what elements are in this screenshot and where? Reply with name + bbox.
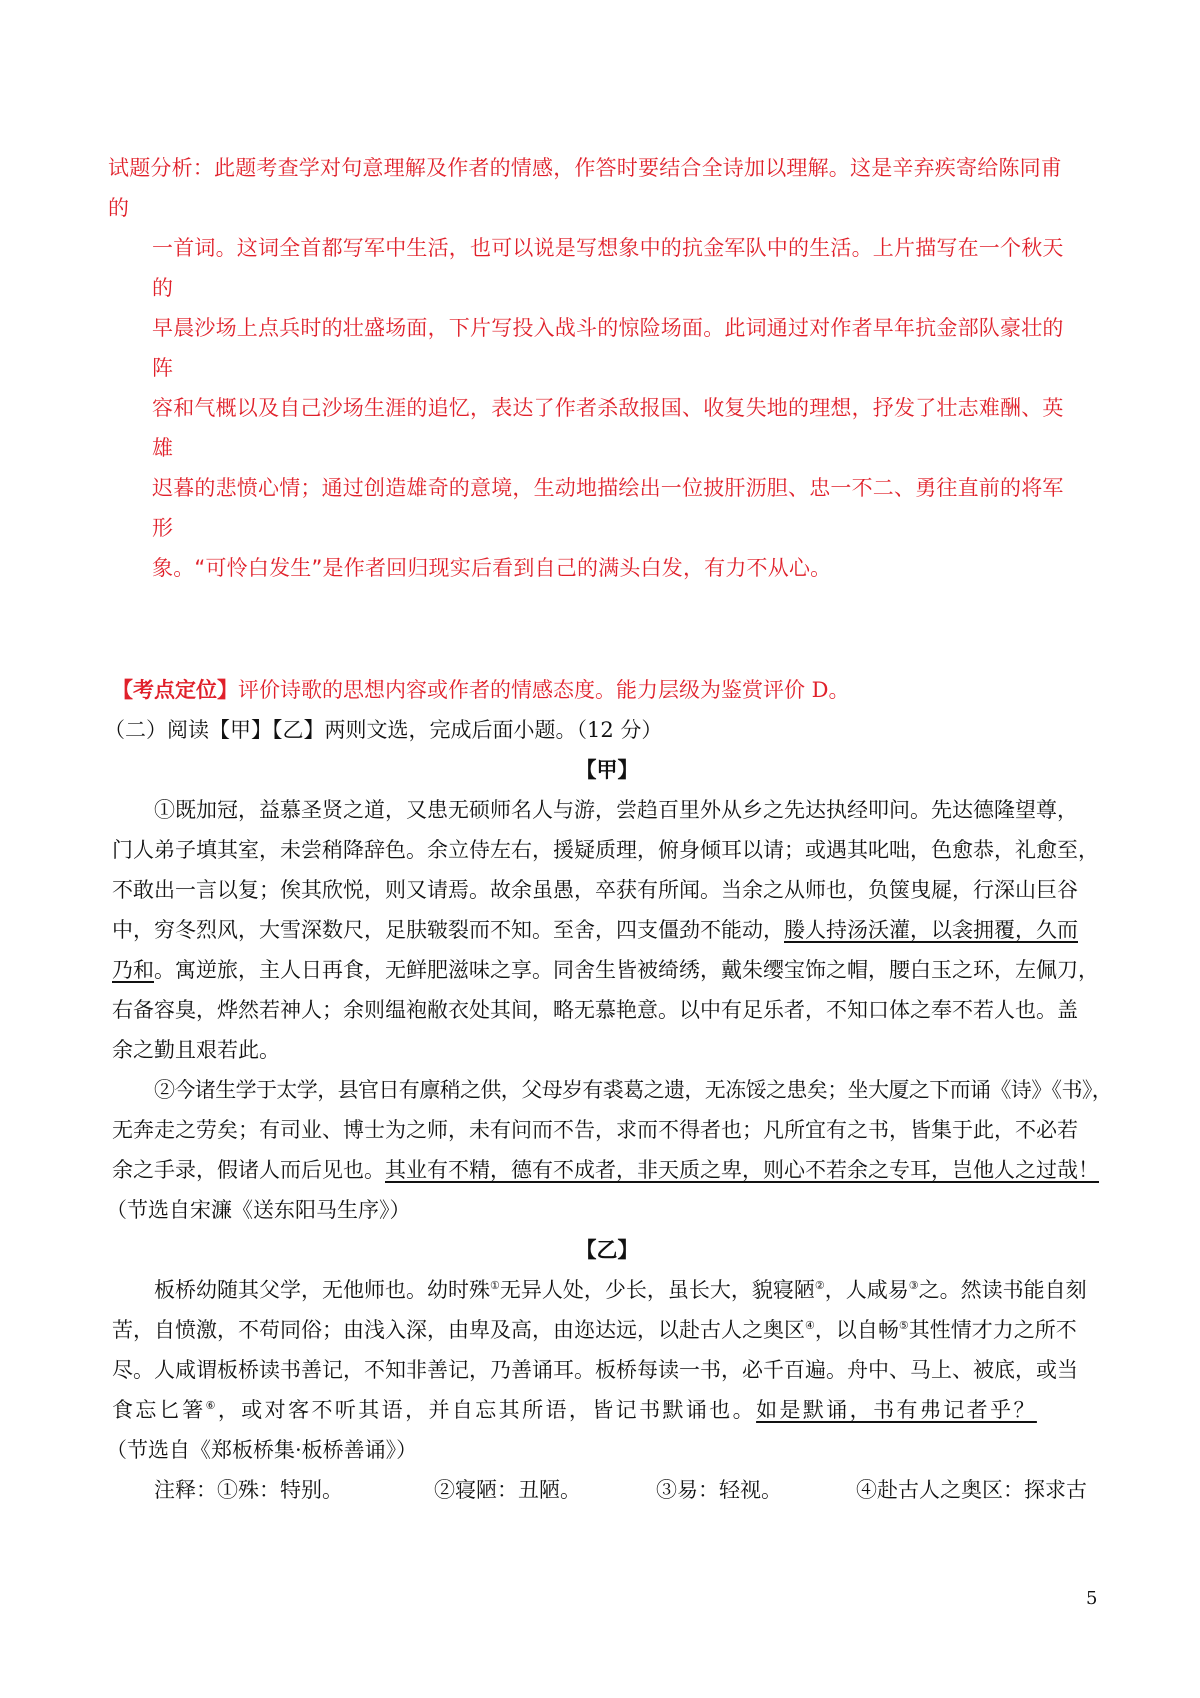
document-body xyxy=(104,670,1113,1510)
underlined-sentence: 其业有不精，德有不成者，非天质之卑，则心不若余之专耳，岂他人之过哉！ xyxy=(385,1158,1099,1182)
passage-line xyxy=(112,1150,1102,1190)
kaodian-text: 评价诗歌的思想内容或作者的情感态度。能力层级为鉴赏评价 D。 xyxy=(238,678,850,702)
passage-line xyxy=(112,1270,1102,1310)
passage-text: 板桥幼随其父学，无他师也。幼时殊 xyxy=(154,1278,490,1302)
underlined-sentence: 媵人持汤沃灌，以衾拥覆，久而 xyxy=(784,918,1078,942)
analysis-line: 迟暮的悲愤心情；通过创造雄奇的意境，生动地描绘出一位披肝沥胆、忠一不二、勇往直前的将军形 xyxy=(152,476,1064,540)
analysis-line: 早晨沙场上点兵时的壮盛场面，下片写投入战斗的惊险场面。此词通过对作者早年抗金部队豪壮的阵 xyxy=(152,316,1064,380)
footnote-marker: ⑤ xyxy=(898,1319,909,1332)
footnote: ④赴古人之奥区：探求古 xyxy=(856,1478,1087,1502)
passage-line: ①既加冠，益慕圣贤之道，又患无硕师名人与游，尝趋百里外从乡之先达执经叩问。先达德隆望尊， xyxy=(154,798,1078,822)
passage-text: 无异人处，少长，虽长大，貌寝陋 xyxy=(499,1278,815,1302)
underlined-sentence: 乃和 xyxy=(112,958,154,982)
passage-text: 食忘匕箸 xyxy=(112,1398,206,1422)
kaodian-tag: 【考点定位】 xyxy=(112,677,238,702)
passage-line: 余之勤且艰若此。 xyxy=(112,1038,280,1062)
underlined-sentence: 如是默诵，书有弗记者乎？ xyxy=(756,1398,1037,1422)
footnote-marker: ② xyxy=(814,1279,825,1292)
passage-line xyxy=(112,910,1102,950)
passage-text: ，或对客不听其语，并自忘其所语，皆记书默诵也。 xyxy=(217,1398,757,1422)
analysis-line: 试题分析：此题考查学对句意理解及作者的情感，作答时要结合全诗加以理解。这是辛弃疾寄给陈同甫的 xyxy=(108,156,1062,220)
passage-line: ②今诸生学于太学，县官日有廪稍之供，父母岁有裘葛之遗，无冻馁之患矣；坐大厦之下而诵《诗》《书》， xyxy=(154,1078,1113,1102)
section-title-yi: 【乙】 xyxy=(575,1237,639,1262)
passage-text: ，人咸易 xyxy=(824,1278,909,1302)
passage-text: 余之手录，假诸人而后见也。 xyxy=(112,1158,385,1182)
passage-line xyxy=(112,950,1102,990)
analysis-line: 容和气概以及自己沙场生涯的追忆，表达了作者杀敌报国、收复失地的理想，抒发了壮志难酬、英雄 xyxy=(152,396,1064,460)
footnote: ③易：轻视。 xyxy=(656,1478,782,1502)
footnote-marker: ① xyxy=(490,1279,500,1292)
passage-line: 无奔走之劳矣；有司业、博士为之师，未有问而不告，求而不得者也；凡所宜有之书，皆集于此，不必若 xyxy=(112,1118,1078,1142)
kaodian-line xyxy=(112,670,1102,710)
question-heading: （二）阅读【甲】【乙】两则文选，完成后面小题。（12 分） xyxy=(104,718,663,742)
passage-text: 。寓逆旅，主人日再食，无鲜肥滋味之享。同舍生皆被绮绣，戴朱缨宝饰之帽，腰白玉之环，左佩刀， xyxy=(154,958,1099,982)
footnote-marker: ③ xyxy=(908,1279,919,1292)
footnotes xyxy=(112,1470,1102,1510)
passage-line: 尽。人咸谓板桥读书善记，不知非善记，乃善诵耳。板桥每读一书，必千百遍。舟中、马上、被底，或当 xyxy=(112,1358,1078,1382)
passage-text: ，以自畅 xyxy=(814,1318,899,1342)
source-citation: （节选自宋濂《送东阳马生序》） xyxy=(106,1198,411,1222)
passage-line: 不敢出一言以复；俟其欣悦，则又请焉。故余虽愚，卒获有所闻。当余之从师也，负箧曳屣，行深山巨谷 xyxy=(112,878,1078,902)
source-citation: （节选自《郑板桥集·板桥善诵》） xyxy=(106,1438,418,1462)
page-number: 5 xyxy=(1086,1588,1098,1609)
footnote-marker: ⑥ xyxy=(205,1399,218,1412)
passage-text: 苦，自愤激，不苟同俗；由浅入深，由卑及高，由迩达远，以赴古人之奥区 xyxy=(112,1318,805,1342)
footnote: 注释：①殊：特别。 xyxy=(154,1478,343,1502)
analysis-line: 一首词。这词全首都写军中生活，也可以说是写想象中的抗金军队中的生活。上片描写在一个秋天的 xyxy=(152,236,1064,300)
passage-text: 其性情才力之所不 xyxy=(908,1318,1077,1342)
passage-line xyxy=(112,1390,1102,1430)
analysis-block xyxy=(108,148,1068,588)
passage-line xyxy=(112,1310,1102,1350)
analysis-line: 象。“可怜白发生”是作者回归现实后看到自己的满头白发，有力不从心。 xyxy=(152,556,832,580)
passage-text: 中，穷冬烈风，大雪深数尺，足肤皲裂而不知。至舍，四支僵劲不能动， xyxy=(112,918,784,942)
passage-line: 右备容臭，烨然若神人；余则缊袍敝衣处其间，略无慕艳意。以中有足乐者，不知口体之奉不若人也。盖 xyxy=(112,998,1078,1022)
passage-line: 门人弟子填其室，未尝稍降辞色。余立侍左右，援疑质理，俯身倾耳以请；或遇其叱咄，色愈恭，礼愈至， xyxy=(112,838,1099,862)
footnote-marker: ④ xyxy=(805,1319,815,1332)
passage-text: 之。然读书能自刻 xyxy=(918,1278,1087,1302)
section-title-jia: 【甲】 xyxy=(575,757,639,782)
footnote: ②寝陋：丑陋。 xyxy=(434,1478,581,1502)
